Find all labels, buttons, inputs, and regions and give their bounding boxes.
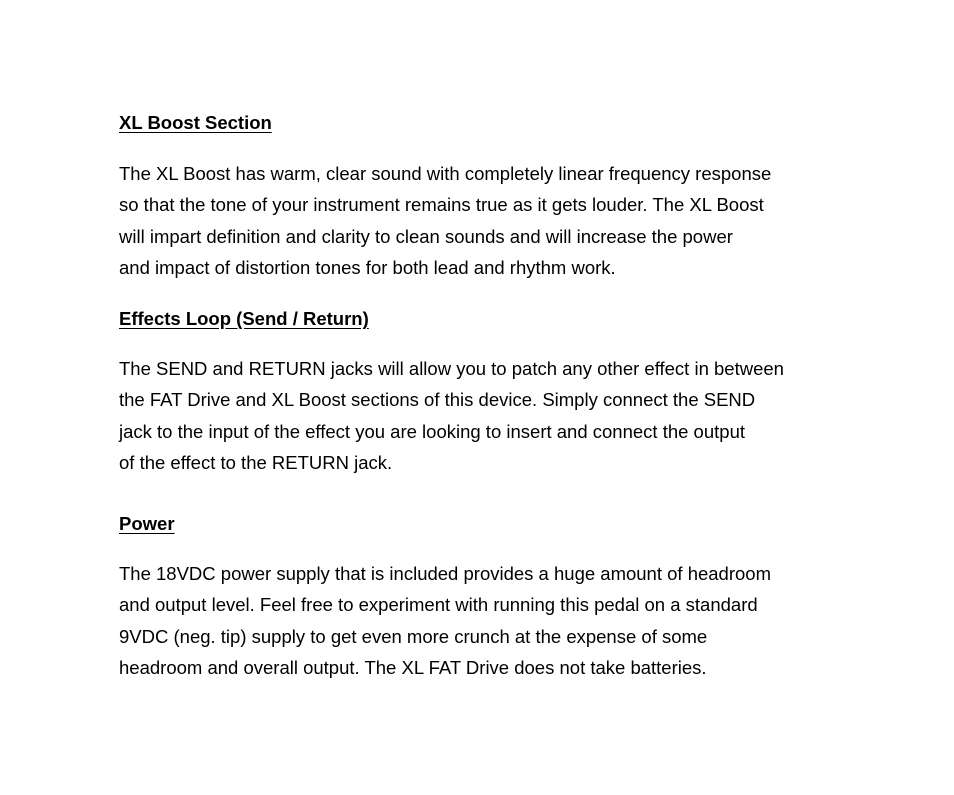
section-heading-power: Power (119, 513, 175, 534)
body-line: 9VDC (neg. tip) supply to get even more crunch at the expense of some (119, 625, 708, 647)
body-line: The SEND and RETURN jacks will allow you to patch any other effect in between (119, 358, 784, 379)
body-line: and impact of distortion tones for both lead and rhythm work. (119, 256, 616, 278)
body-line: of the effect to the RETURN jack. (119, 451, 393, 473)
section-body-xl-boost (119, 158, 771, 283)
body-line: jack to the input of the effect you are looking to insert and connect the output (119, 420, 745, 442)
body-line: headroom and overall output. The XL FAT Drive does not take batteries. (119, 656, 707, 678)
section-heading-effects-loop: Effects Loop (Send / Return) (119, 308, 369, 329)
body-line: The 18VDC power supply that is included provides a huge amount of headroom (119, 563, 771, 584)
body-line: the FAT Drive and XL Boost sections of this device. Simply connect the SEND (119, 389, 756, 411)
body-line: will impart definition and clarity to clean sounds and will increase the power (119, 225, 733, 247)
body-line: so that the tone of your instrument remains true as it gets louder. The XL Boost (119, 194, 764, 216)
section-body-effects-loop (119, 353, 784, 478)
body-line: The XL Boost has warm, clear sound with completely linear frequency response (119, 163, 772, 184)
section-heading-xl-boost: XL Boost Section (119, 112, 272, 133)
section-body-power (119, 558, 771, 683)
body-line: and output level. Feel free to experiment with running this pedal on a standard (119, 594, 758, 616)
